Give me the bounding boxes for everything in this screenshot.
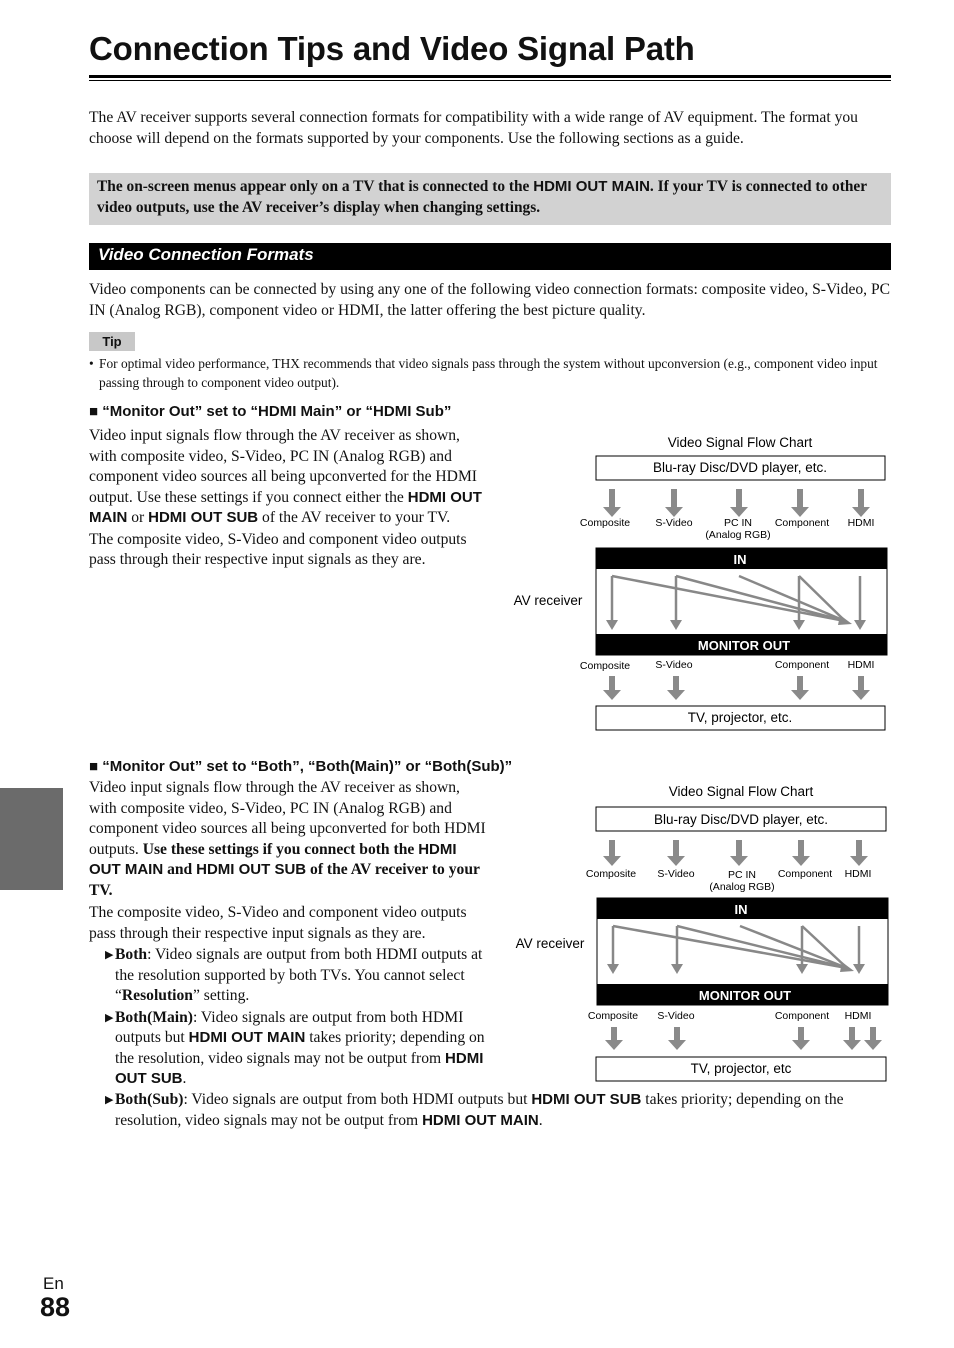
- output-label-svideo: S-Video: [657, 1010, 695, 1022]
- bullet-both-sub-term: Both(Sub): [115, 1091, 184, 1108]
- chart-1-out-label: MONITOR OUT: [697, 638, 791, 653]
- subsection-heading-2-text: “Monitor Out” set to “Both”, “Both(Main)” or “Both(Sub)”: [102, 758, 513, 775]
- note-hdmi-term: HDMI OUT MAIN: [533, 178, 650, 195]
- subsection-1-body: [89, 426, 489, 571]
- chart-1-source: Blu-ray Disc/DVD player, etc.: [652, 460, 828, 475]
- chart-2-in-label: IN: [734, 902, 748, 917]
- chapter-side-tab: [0, 788, 63, 890]
- arrow-in-pcin: [730, 840, 748, 866]
- output-label-hdmi: HDMI: [844, 1010, 872, 1022]
- chart-1-receiver-label: AV receiver: [513, 593, 583, 608]
- arrow-out-hdmi: [852, 676, 870, 700]
- arrow-in-composite: [603, 489, 621, 517]
- note-text: The on-screen menus appear only on a TV that is connected to the: [97, 178, 534, 195]
- input-label-composite: Composite: [579, 517, 631, 529]
- chart-2-out-label: MONITOR OUT: [698, 988, 792, 1003]
- s2-paragraph-2: The composite video, S-Video and component video outputs pass through their respective input signals as they are.: [89, 904, 467, 942]
- output-label-component: Component: [774, 659, 830, 671]
- hdmi-out-main-term: HDMI OUT MAIN: [422, 1111, 539, 1129]
- tip-label: Tip: [89, 332, 135, 351]
- chart-2-output-arrows: [605, 1027, 882, 1050]
- note-text-end: . If your TV is connected to other video outputs, use the AV receiver’s display when changing settings.: [97, 178, 867, 216]
- arrow-in-svideo: [667, 840, 685, 866]
- chart-2-title: Video Signal Flow Chart: [668, 784, 814, 799]
- bullet-both-sub-end: .: [538, 1111, 543, 1129]
- s1-text: Video input signals flow through the AV receiver as shown, with composite video, S-Video, PC IN (Analog RGB) and component video sources all being upconverted for the HDMI output. Use these settings if you connect either the: [89, 427, 478, 506]
- tip-text: For optimal video performance, THX recommends that video signals pass through the system without upconversion (e.g., component video input passing through to component video output).: [99, 356, 878, 390]
- s2-bold-end: of the AV receiver to your TV.: [89, 861, 480, 899]
- s1-text-end: of the AV receiver to your TV.: [258, 509, 451, 526]
- hdmi-out-sub-term: HDMI OUT SUB: [115, 1049, 484, 1087]
- hdmi-out-main-term: HDMI OUT MAIN: [188, 1029, 306, 1046]
- bullet-both: [89, 945, 489, 1007]
- section-header: [89, 243, 891, 270]
- arrow-out-composite: [603, 676, 621, 700]
- section-paragraph: Video components can be connected by using any one of the following video connection formats: composite video, S-Video, PC IN (Analog RGB), component video or HDMI, the latter offering the best picture quality.: [89, 281, 891, 319]
- arrow-out-hdmi-main: [843, 1027, 861, 1050]
- chart-1-title: Video Signal Flow Chart: [667, 435, 813, 450]
- output-label-component: Component: [774, 1010, 830, 1022]
- s1-text-or: or: [127, 509, 149, 526]
- triangle-bullet-icon: ▶: [105, 1011, 114, 1024]
- hdmi-out-sub-term: HDMI OUT SUB: [196, 861, 307, 878]
- triangle-bullet-icon: ▶: [105, 949, 114, 961]
- input-label-svideo: S-Video: [655, 517, 693, 529]
- bullet-both-term: Both: [115, 946, 148, 963]
- chart-2-input-arrows: [603, 840, 868, 866]
- page-number: 88: [40, 1292, 71, 1322]
- bullet-both-main-end: .: [182, 1070, 187, 1087]
- arrow-in-component: [791, 489, 809, 517]
- section-title: Video Connection Formats: [98, 245, 314, 264]
- title-rule: [89, 75, 891, 78]
- tip-item: [89, 355, 891, 392]
- input-label-svideo: S-Video: [657, 868, 695, 880]
- chart-1-output-arrows: [603, 676, 870, 700]
- s2-bold-and: and: [163, 861, 197, 878]
- s1-paragraph-2: The composite video, S-Video and component video outputs pass through their respective input signals as they are.: [89, 530, 467, 568]
- input-label-pcin-sub: (Analog RGB): [705, 529, 771, 541]
- arrow-in-hdmi: [852, 489, 870, 517]
- bullet-dot: •: [89, 356, 94, 371]
- intro-paragraph: The AV receiver supports several connection formats for compatibility with a wide range of AV equipment. The format you choose will depend on the formats supported by your components. Use the following sections as a guide.: [89, 109, 858, 147]
- output-label-hdmi: HDMI: [847, 659, 875, 671]
- bullet-both-sub: [89, 1090, 891, 1131]
- square-bullet-icon: ■: [89, 758, 99, 775]
- square-bullet-icon: ■: [89, 403, 99, 420]
- signal-flow-chart-1: [500, 428, 900, 738]
- note-box: [89, 173, 891, 225]
- arrow-out-svideo: [668, 1027, 686, 1050]
- hdmi-out-sub-term: HDMI OUT SUB: [148, 509, 259, 526]
- output-label-svideo: S-Video: [655, 659, 693, 671]
- input-label-hdmi: HDMI: [847, 517, 875, 529]
- subsection-heading-1: [89, 403, 451, 420]
- signal-flow-chart-2: [500, 778, 900, 1088]
- bullet-both-sub-text: : Video signals are output from both HDMI outputs but: [183, 1091, 532, 1108]
- arrow-in-component: [792, 840, 810, 866]
- input-label-component: Component: [774, 517, 830, 529]
- subsection-heading-1-text: “Monitor Out” set to “HDMI Main” or “HDMI Sub”: [102, 403, 452, 420]
- bullet-both-sub-text-2: takes priority; depending on the resolution, video signals may not be output from: [115, 1091, 844, 1129]
- chart-2-dest: TV, projector, etc: [690, 1061, 792, 1076]
- bullet-both-text: : Video signals are output from both HDMI outputs at the resolution supported by both TVs. You cannot select “: [115, 946, 483, 1004]
- arrow-out-component: [791, 676, 809, 700]
- arrow-out-composite: [605, 1027, 623, 1050]
- input-label-composite: Composite: [585, 868, 637, 880]
- language-label: En: [43, 1274, 64, 1293]
- bullet-both-main: [89, 1008, 489, 1090]
- resolution-term: Resolution: [121, 987, 193, 1004]
- output-label-composite: Composite: [579, 660, 631, 672]
- bullet-both-main-text-2: takes priority; depending on the resolution, video signals may not be output from: [115, 1029, 485, 1067]
- arrow-in-hdmi: [850, 840, 868, 866]
- chart-1-in-label: IN: [733, 552, 747, 567]
- title-rule-thin: [89, 80, 891, 81]
- bullet-both-main-term: Both(Main): [115, 1008, 193, 1026]
- triangle-bullet-icon: ▶: [105, 1094, 114, 1106]
- arrow-out-svideo: [667, 676, 685, 700]
- chart-1-input-arrows: [603, 489, 870, 517]
- output-label-composite: Composite: [587, 1010, 639, 1022]
- s2-bold-text: Use these settings if you connect both the: [142, 840, 419, 858]
- hdmi-out-main-term: HDMI OUT MAIN: [89, 488, 482, 526]
- bullet-both-main-text: : Video signals are output from both HDMI outputs but: [115, 1008, 464, 1046]
- subsection-2-body: [89, 778, 489, 1090]
- hdmi-out-sub-term: HDMI OUT SUB: [531, 1091, 642, 1108]
- subsection-heading-2: [89, 758, 512, 775]
- bullet-both-end: ” setting.: [192, 987, 250, 1004]
- input-label-component: Component: [777, 868, 833, 880]
- chart-1-dest: TV, projector, etc.: [687, 710, 793, 725]
- page-title: Connection Tips and Video Signal Path: [89, 30, 695, 67]
- s2-text: Video input signals flow through the AV receiver as shown, with composite video, S-Video, PC IN (Analog RGB) and component video sources all being upconverted for both HDMI outputs.: [89, 779, 486, 858]
- input-label-hdmi: HDMI: [844, 868, 872, 880]
- arrow-in-composite: [603, 840, 621, 866]
- chart-2-receiver-label: AV receiver: [515, 936, 585, 951]
- arrow-in-pcin: [730, 489, 748, 517]
- arrow-in-svideo: [665, 489, 683, 517]
- input-label-pcin: PC IN: [727, 869, 757, 881]
- arrow-out-hdmi-sub: [864, 1027, 882, 1050]
- arrow-out-component: [792, 1027, 810, 1050]
- input-label-pcin: PC IN: [723, 517, 753, 529]
- input-label-pcin-sub: (Analog RGB): [709, 881, 775, 893]
- hdmi-out-main-term: HDMI OUT MAIN: [89, 840, 457, 878]
- chart-2-source: Blu-ray Disc/DVD player, etc.: [653, 812, 829, 827]
